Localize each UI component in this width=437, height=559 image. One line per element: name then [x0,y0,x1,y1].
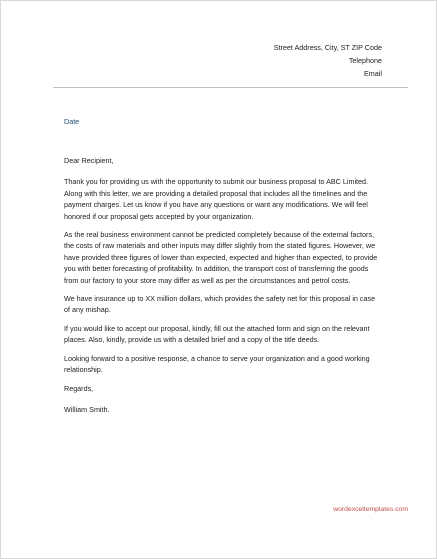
paragraph-1: Thank you for providing us with the opportunity to submit our business proposal to ABC Limited. Along with this letter, we are providing a detailed proposal that includes all the timelines and the payment charges. Let us know if you have any questions or want any modifications. We will feel honored if our proposal gets accepted by your organization. [64,177,369,221]
paragraph-4: If you would like to accept our proposal, kindly, fill out the attached form and sign on the relevant places. Also, kindly, provide us with a detailed brief and a copy of the title deeds. [64,323,370,345]
closing: Regards, [64,383,94,393]
letter-body [64,155,382,422]
signature: William Smith. [64,404,110,414]
header-divider [53,87,408,88]
paragraph-3: We have insurance up to XX million dollars, which provides the safety net for this proposal in case of any mishap. [64,294,376,315]
sender-telephone: Telephone [348,56,382,65]
source-watermark: wordexceltemplates.com [333,506,408,513]
letter-date: Date [64,117,80,126]
paragraph-2: As the real business environment cannot be predicted completely because of the external factors, the costs of raw materials and other inputs may differ slightly from the stated figures. However, we have provided three figures of lower than expected, expected and higher than expected, to provide you with better forecasting of profitability. In addition, the transport cost of transferring the goods from our factory to your store may differ as well as per the circumstances and petrol costs. [64,230,378,285]
sender-block [274,41,382,80]
sender-address: Street Address, City, ST ZIP Code [273,43,382,52]
paragraph-5: Looking forward to a positive response, a chance to serve your organization and a good working relationship. [64,353,370,375]
salutation: Dear Recipient, [64,156,114,165]
sender-email: Email [364,69,382,78]
